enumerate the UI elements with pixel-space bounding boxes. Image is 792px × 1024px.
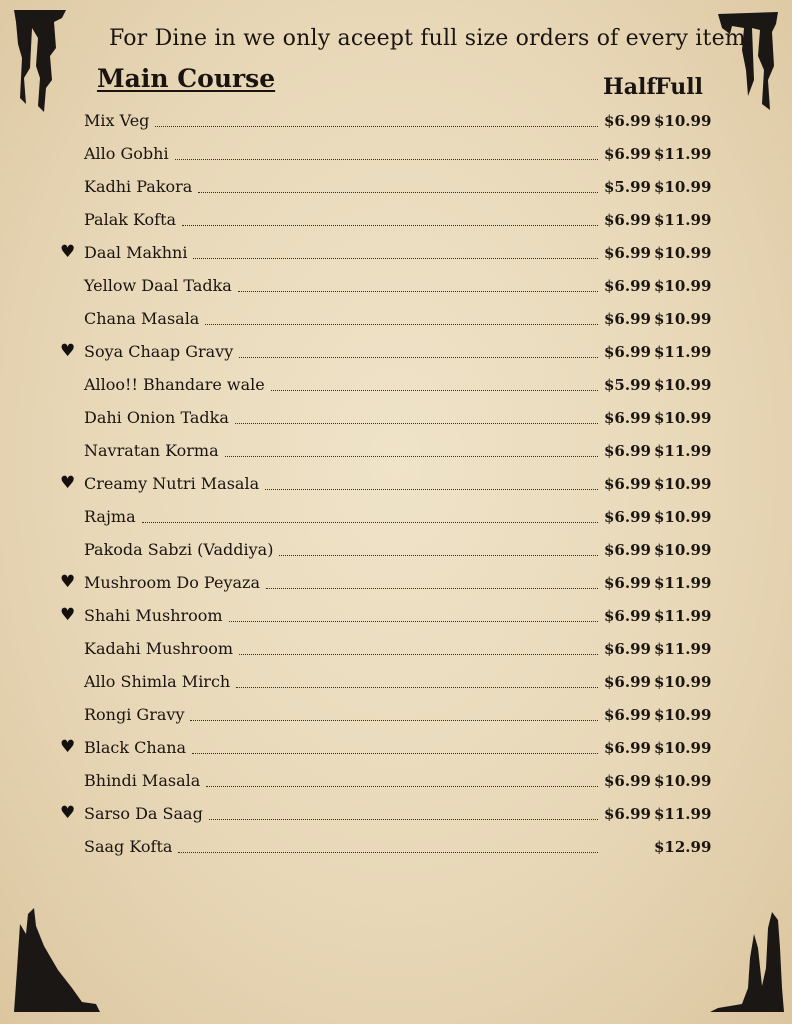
price-full: $10.99: [654, 507, 712, 526]
price-full: $10.99: [654, 771, 712, 790]
item-name: Creamy Nutri Masala: [84, 474, 260, 493]
menu-item: [60, 797, 710, 830]
item-name: Kadhi Pakora: [84, 177, 193, 196]
heart-icon: ♥: [60, 341, 76, 361]
price-half: $6.99: [604, 441, 651, 460]
price-full: $10.99: [654, 276, 712, 295]
dotted-leader: [225, 455, 598, 457]
section-title: Main Course: [97, 64, 276, 93]
menu-item: [60, 137, 710, 170]
item-name: Sarso Da Saag: [84, 804, 203, 823]
menu-item: [60, 368, 710, 401]
item-name: Alloo!! Bhandare wale: [84, 375, 265, 394]
price-half: $6.99: [604, 342, 651, 361]
price-full: $10.99: [654, 243, 712, 262]
item-name: Mushroom Do Peyaza: [84, 573, 260, 592]
price-full: $10.99: [654, 177, 712, 196]
dotted-leader: [209, 818, 598, 820]
menu-item: [60, 401, 710, 434]
price-half: $6.99: [604, 243, 651, 262]
menu-item: [60, 104, 710, 137]
price-full: $11.99: [654, 573, 712, 592]
dotted-leader: [271, 389, 598, 391]
price-full: $10.99: [654, 705, 712, 724]
column-header-half: Half: [603, 74, 656, 100]
price-full: $10.99: [654, 111, 712, 130]
price-full: $11.99: [654, 210, 712, 229]
price-full: $11.99: [654, 804, 712, 823]
menu-item: [60, 632, 710, 665]
item-name: Rongi Gravy: [84, 705, 185, 724]
price-full: $10.99: [654, 540, 712, 559]
menu-item: [60, 170, 710, 203]
item-name: Mix Veg: [84, 111, 150, 130]
price-half: $6.99: [604, 606, 651, 625]
price-half: $6.99: [604, 144, 651, 163]
dotted-leader: [142, 521, 598, 523]
price-half: $6.99: [604, 210, 651, 229]
menu-item: [60, 731, 710, 764]
menu-item: [60, 302, 710, 335]
price-full: $10.99: [654, 408, 712, 427]
item-name: Rajma: [84, 507, 136, 526]
menu-list: [60, 104, 710, 863]
price-full: $10.99: [654, 474, 712, 493]
menu-item: [60, 698, 710, 731]
menu-item: [60, 764, 710, 797]
item-name: Daal Makhni: [84, 243, 188, 262]
item-name: Navratan Korma: [84, 441, 219, 460]
price-half: $6.99: [604, 540, 651, 559]
price-half: $6.99: [604, 507, 651, 526]
item-name: Black Chana: [84, 738, 187, 757]
item-name: Chana Masala: [84, 309, 200, 328]
vine-corner-bottom-left-icon: [10, 904, 104, 1016]
menu-item: [60, 533, 710, 566]
menu-item: [60, 203, 710, 236]
price-full: $10.99: [654, 672, 712, 691]
menu-item: [60, 467, 710, 500]
price-full: $10.99: [654, 738, 712, 757]
dotted-leader: [182, 224, 598, 226]
menu-item: [60, 335, 710, 368]
price-half: $6.99: [604, 573, 651, 592]
price-half: $6.99: [604, 408, 651, 427]
price-full: $11.99: [654, 441, 712, 460]
price-half: $5.99: [604, 375, 651, 394]
item-name: Soya Chaap Gravy: [84, 342, 234, 361]
dotted-leader: [175, 158, 598, 160]
menu-item: [60, 269, 710, 302]
item-name: Shahi Mushroom: [84, 606, 223, 625]
price-full: $10.99: [654, 309, 712, 328]
item-name: Bhindi Masala: [84, 771, 201, 790]
menu-item: [60, 500, 710, 533]
dine-in-notice: For Dine in we only aceept full size orders of every item.: [108, 26, 754, 51]
heart-icon: ♥: [60, 572, 76, 592]
price-half: $6.99: [604, 474, 651, 493]
heart-icon: ♥: [60, 605, 76, 625]
price-half: $6.99: [604, 672, 651, 691]
price-half: $6.99: [604, 771, 651, 790]
heart-icon: ♥: [60, 803, 76, 823]
heart-icon: ♥: [60, 473, 76, 493]
item-name: Dahi Onion Tadka: [84, 408, 229, 427]
price-half: $6.99: [604, 738, 651, 757]
item-name: Allo Shimla Mirch: [84, 672, 231, 691]
dotted-leader: [279, 554, 598, 556]
item-name: Yellow Daal Tadka: [84, 276, 232, 295]
dotted-leader: [193, 257, 598, 259]
dotted-leader: [239, 356, 598, 358]
item-name: Palak Kofta: [84, 210, 177, 229]
price-full: $11.99: [654, 144, 712, 163]
item-name: Pakoda Sabzi (Vaddiya): [84, 540, 274, 559]
price-half: $6.99: [604, 705, 651, 724]
heart-icon: ♥: [60, 242, 76, 262]
price-half: $6.99: [604, 111, 651, 130]
dotted-leader: [198, 191, 598, 193]
menu-item: [60, 665, 710, 698]
dotted-leader: [155, 125, 598, 127]
price-full: $10.99: [654, 375, 712, 394]
menu-item: [60, 566, 710, 599]
item-name: Allo Gobhi: [84, 144, 169, 163]
vine-corner-top-left-icon: [10, 8, 70, 118]
dotted-leader: [266, 587, 598, 589]
menu-item: [60, 599, 710, 632]
menu-item: [60, 236, 710, 269]
dotted-leader: [235, 422, 598, 424]
price-half: $6.99: [604, 639, 651, 658]
dotted-leader: [229, 620, 598, 622]
item-name: Kadahi Mushroom: [84, 639, 234, 658]
dotted-leader: [190, 719, 598, 721]
dotted-leader: [238, 290, 598, 292]
price-full: $12.99: [654, 837, 712, 856]
price-full: $11.99: [654, 342, 712, 361]
menu-item: [60, 434, 710, 467]
dotted-leader: [205, 323, 598, 325]
price-half: $6.99: [604, 309, 651, 328]
column-header-full: Full: [655, 74, 703, 100]
price-full: $11.99: [654, 639, 712, 658]
vine-corner-bottom-right-icon: [708, 908, 786, 1014]
dotted-leader: [236, 686, 598, 688]
dotted-leader: [206, 785, 598, 787]
dotted-leader: [239, 653, 598, 655]
price-half: $5.99: [604, 177, 651, 196]
dotted-leader: [192, 752, 598, 754]
dotted-leader: [265, 488, 598, 490]
price-half: $6.99: [604, 276, 651, 295]
menu-item: [60, 830, 710, 863]
dotted-leader: [178, 851, 598, 853]
price-half: $6.99: [604, 804, 651, 823]
item-name: Saag Kofta: [84, 837, 173, 856]
price-full: $11.99: [654, 606, 712, 625]
heart-icon: ♥: [60, 737, 76, 757]
